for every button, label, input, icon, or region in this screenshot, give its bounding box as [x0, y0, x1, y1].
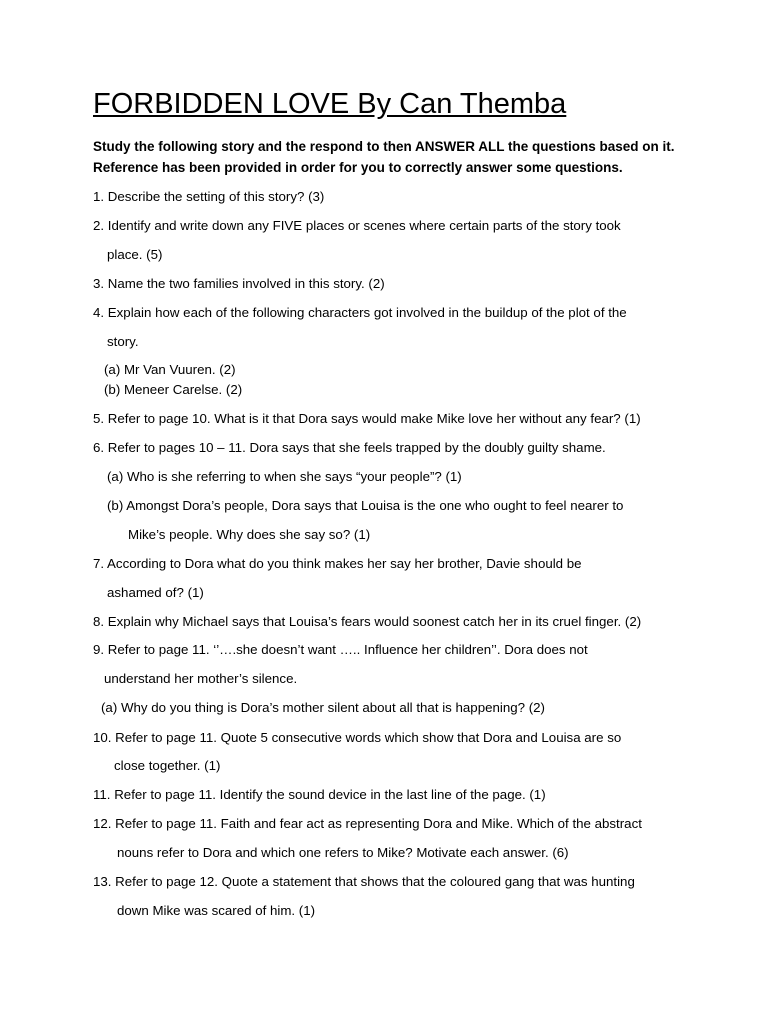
question-10-continued: close together. (1): [114, 758, 221, 773]
question-4b: (b) Meneer Carelse. (2): [104, 382, 243, 397]
question-6b: (b) Amongst Dora’s people, Dora says that Louisa is the one who ought to feel nearer to: [107, 498, 624, 513]
question-9: 9. Refer to page 11. ‘’….she doesn’t want ….. Influence her children’’. Dora does not: [93, 642, 588, 657]
question-9-continued: understand her mother’s silence.: [104, 671, 298, 686]
instructions-line-2: Reference has been provided in order for you to correctly answer some questions.: [93, 160, 623, 175]
question-2: 2. Identify and write down any FIVE places or scenes where certain parts of the story took: [93, 218, 621, 233]
question-7-continued: ashamed of? (1): [107, 585, 204, 600]
question-5: 5. Refer to page 10. What is it that Dora says would make Mike love her without any fear? (1): [93, 411, 641, 426]
document-title: FORBIDDEN LOVE By Can Themba: [93, 88, 567, 120]
question-6a: (a) Who is she referring to when she says “your people”? (1): [107, 469, 462, 484]
question-12-continued: nouns refer to Dora and which one refers to Mike? Motivate each answer. (6): [117, 845, 569, 860]
question-11: 11. Refer to page 11. Identify the sound device in the last line of the page. (1): [93, 787, 546, 802]
question-9a: (a) Why do you thing is Dora’s mother silent about all that is happening? (2): [101, 700, 545, 715]
question-6b-continued: Mike’s people. Why does she say so? (1): [128, 527, 371, 542]
question-8: 8. Explain why Michael says that Louisa’s fears would soonest catch her in its cruel finger. (2): [93, 614, 642, 629]
question-4: 4. Explain how each of the following characters got involved in the buildup of the plot of the: [93, 305, 627, 320]
question-4-continued: story.: [107, 334, 139, 349]
question-13: 13. Refer to page 12. Quote a statement that shows that the coloured gang that was hunting: [93, 874, 635, 889]
question-12: 12. Refer to page 11. Faith and fear act as representing Dora and Mike. Which of the abstract: [93, 816, 642, 831]
instructions-line-1: Study the following story and the respond to then ANSWER ALL the questions based on it.: [93, 139, 675, 154]
question-3: 3. Name the two families involved in this story. (2): [93, 276, 385, 291]
question-13-continued: down Mike was scared of him. (1): [117, 903, 316, 918]
question-7: 7. According to Dora what do you think makes her say her brother, Davie should be: [93, 556, 582, 571]
question-1: 1. Describe the setting of this story? (3): [93, 189, 325, 204]
question-4a: (a) Mr Van Vuuren. (2): [104, 362, 236, 377]
question-10: 10. Refer to page 11. Quote 5 consecutive words which show that Dora and Louisa are so: [93, 730, 622, 745]
question-6: 6. Refer to pages 10 – 11. Dora says that she feels trapped by the doubly guilty shame.: [93, 440, 606, 455]
question-2-continued: place. (5): [107, 247, 163, 262]
